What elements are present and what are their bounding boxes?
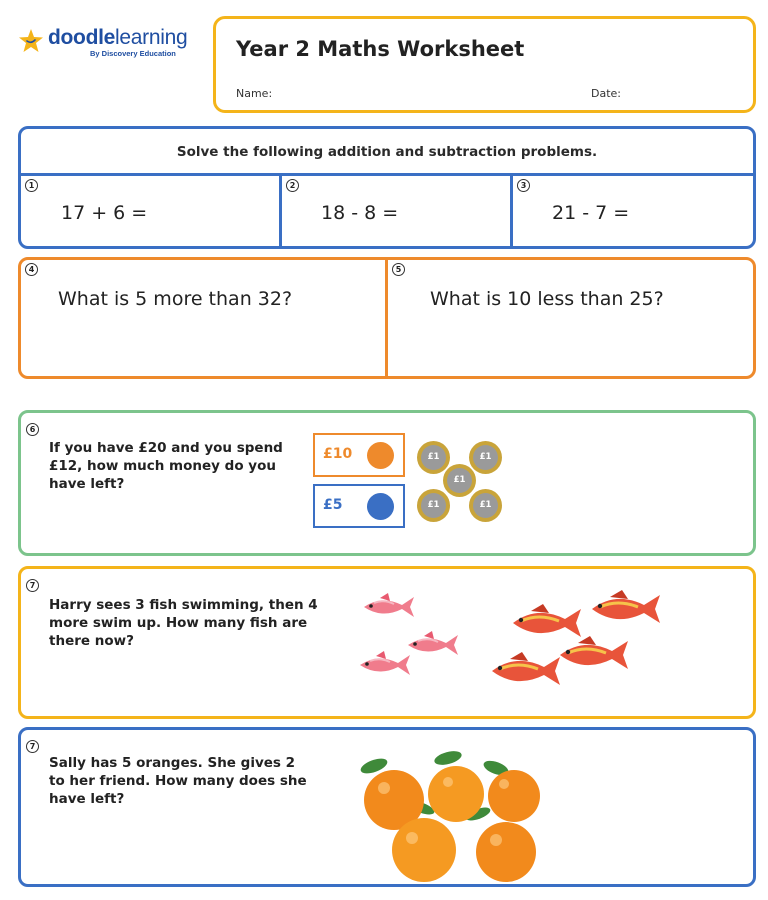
problems-section-1 xyxy=(18,126,756,249)
name-label: Name: xyxy=(236,87,273,100)
oranges-illustration xyxy=(356,738,556,886)
ten-pound-note xyxy=(313,433,405,477)
date-label: Date: xyxy=(591,87,621,100)
question-number: 3 xyxy=(517,179,530,192)
worksheet-header xyxy=(213,16,756,113)
star-icon xyxy=(18,28,44,54)
question-number: 6 xyxy=(26,423,39,436)
problems-section-2 xyxy=(18,257,756,379)
problem-cell-4 xyxy=(21,260,388,376)
logo-wordmark: doodlelearning xyxy=(48,26,188,49)
section-instruction: Solve the following addition and subtraction problems. xyxy=(21,129,753,176)
pound-coin-icon: £1 xyxy=(469,441,502,474)
word-problem-money xyxy=(18,410,756,556)
five-pound-note xyxy=(313,484,405,528)
word-problem-oranges xyxy=(18,727,756,887)
problem-text: 18 - 8 = xyxy=(321,202,399,224)
doodlelearning-logo xyxy=(18,26,198,62)
note-circle-icon xyxy=(367,493,394,520)
note-label: £5 xyxy=(323,497,343,513)
pound-coin-icon: £1 xyxy=(417,489,450,522)
question-number: 5 xyxy=(392,263,405,276)
problem-text: Harry sees 3 fish swimming, then 4 more swim up. How many fish are there now? xyxy=(49,597,318,650)
problem-text: 17 + 6 = xyxy=(61,202,148,224)
problem-text: What is 10 less than 25? xyxy=(430,288,664,310)
question-number: 7 xyxy=(26,579,39,592)
note-circle-icon xyxy=(367,442,394,469)
fish-illustration xyxy=(356,587,676,697)
word-problem-fish xyxy=(18,566,756,719)
pound-coin-icon: £1 xyxy=(469,489,502,522)
problem-text: 21 - 7 = xyxy=(552,202,630,224)
logo-tagline: By Discovery Education xyxy=(90,49,176,58)
question-number: 1 xyxy=(25,179,38,192)
pound-coin-icon: £1 xyxy=(443,464,476,497)
problem-cell-5 xyxy=(388,260,753,376)
page-title: Year 2 Maths Worksheet xyxy=(236,37,525,61)
pound-coin-icon: £1 xyxy=(417,441,450,474)
question-number: 2 xyxy=(286,179,299,192)
problem-cell-2 xyxy=(282,176,513,249)
note-label: £10 xyxy=(323,446,353,462)
problem-text: Sally has 5 oranges. She gives 2 to her friend. How many does she have left? xyxy=(49,755,307,808)
question-number: 4 xyxy=(25,263,38,276)
problem-text: If you have £20 and you spend £12, how much money do you have left? xyxy=(49,440,283,493)
problem-text: What is 5 more than 32? xyxy=(58,288,293,310)
problem-cell-1 xyxy=(21,176,282,249)
question-number: 7 xyxy=(26,740,39,753)
problem-cell-3 xyxy=(513,176,756,249)
